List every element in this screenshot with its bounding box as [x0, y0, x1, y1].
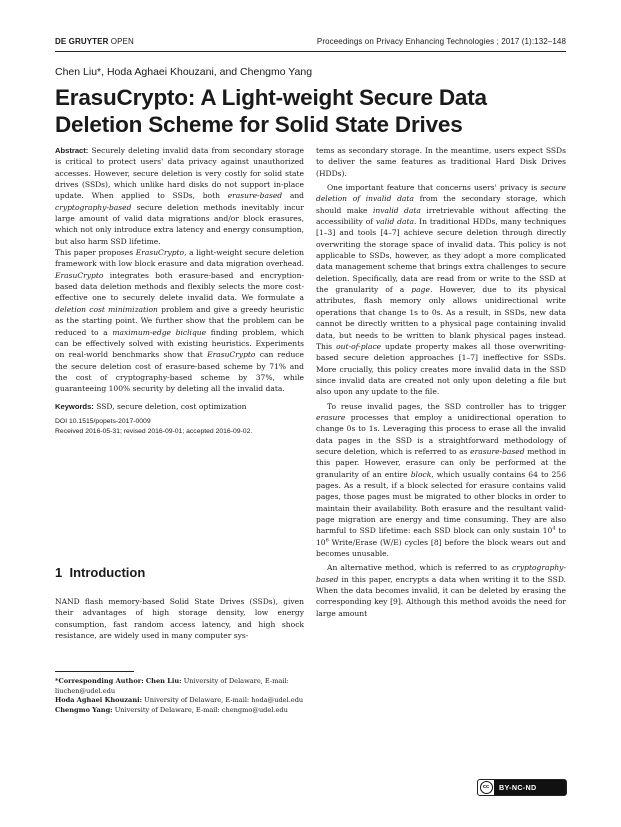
author-list: Chen Liu*, Hoda Aghaei Khouzani, and Chengmo Yang	[55, 66, 313, 78]
abstract-text: finding problem, which can be effectively solved with existing heuristics. Experiments on real-world benchmarks show that	[55, 327, 305, 360]
abstract-paragraph-2	[55, 247, 304, 394]
footnote-author: Hoda Aghaei Khouzani:	[55, 696, 143, 705]
footnote-author: *Corresponding Author: Chen Liu:	[55, 677, 182, 685]
abstract-text: can reduce the secure deletion cost of erasure-based scheme by 71% and the cost of cryptography-based scheme by 37%, while guaranteeing 100% security by deleting all the invalid data.	[55, 350, 304, 394]
body-text: irretrievable without affecting the accessibility of	[316, 205, 566, 227]
doi-line: DOI 10.1515/popets-2017-0009	[55, 417, 151, 425]
publisher-header	[55, 37, 134, 46]
body-text: , which usually contains 64 to 256 pages. As a result, if a block selected for erasure contains valid pages, those pages must be migrated to other blocks in order to maintain their availability. Both erasure and the resultant valid-page migration are energy and time consuming. They are also harmful to SSD lifetime: each SSD block can only sustain 10	[316, 469, 566, 536]
body-text: . In traditional HDDs, many techniques [1–3] and tools [4–7] achieve secure deletion through directly overwriting the storage space of invalid data. This policy is not applicable to SSDs, however, as they adopt a more complicated data management scheme that brings extra challenges to secure deletion. Specifically, data are read from or write to the SSD at the granularity of a	[316, 217, 566, 295]
exponent: 4	[552, 525, 556, 532]
body-text: To reuse invalid pages, the SSD controller has to trigger	[327, 401, 566, 411]
abstract-text: integrates both erasure-based and encryption-based data deletion methods and flexibly selects the more cost-effective one to securely delete invalid data. We formulate a	[55, 270, 304, 303]
abstract-emph: deletion cost minimization	[55, 304, 158, 314]
received-line: Received 2016-05-31; revised 2016-09-01; accepted 2016-09-02.	[55, 427, 253, 435]
abstract-text: , a light-weight secure deletion framework with low block erasure and data migration overhead.	[55, 248, 304, 269]
publisher-name: DE GRUYTER	[55, 37, 109, 46]
keywords-line	[55, 401, 304, 412]
publisher-open: OPEN	[110, 37, 134, 46]
footnote-text: University of Delaware, E-mail: hoda@udel.edu	[142, 696, 304, 705]
cc-license-badge[interactable]	[477, 779, 567, 796]
body-emph: page	[411, 285, 430, 295]
body-text: . However, due to its physical attributes, flash memory only allows unidirectional write operations that change 1s to 0s. As a result, in SSDs, new data cannot be directly written to a physical page containing invalid data, but needs to be written to blank physical pages instead. This	[316, 285, 566, 351]
body-paragraph-2	[316, 182, 566, 398]
footnote-author: Chengmo Yang:	[55, 705, 113, 714]
creative-commons-icon: cc	[480, 781, 493, 794]
keywords-text: SSD, secure deletion, cost optimization	[93, 401, 247, 411]
abstract-emph: erasure-based	[227, 191, 283, 201]
body-text: One important feature that concerns users' privacy is	[327, 183, 541, 193]
body-paragraph-1: tems as secondary storage. In the meantime, users expect SSDs to deliver the same features as traditional Hard Disk Drives (HDDs).	[316, 146, 566, 178]
body-emph: out-of-place	[336, 341, 382, 351]
abstract-text: secure deletion methods inevitably incur large amount of valid data migrations and/or block erasures, which not only introduce extra latency and energy consumption, but also harm SSD lifetime.	[55, 202, 304, 246]
abstract-emph: cryptography-based	[55, 202, 132, 212]
cc-badge-box	[478, 780, 494, 795]
abstract-label: Abstract:	[55, 146, 89, 155]
footnote-item	[55, 696, 304, 706]
body-emph: valid data	[375, 217, 414, 227]
abstract-emph: ErasuCrypto	[207, 350, 256, 360]
left-column	[55, 145, 304, 437]
exponent: 6	[325, 537, 329, 544]
intro-paragraph: NAND flash memory-based Solid State Drives (SSDs), given their advantages of high storage density, low energy consumption, fast random access latency, and high shock resistance, are widely used in many computer sys-	[55, 597, 304, 641]
abstract-text: and	[282, 191, 305, 201]
abstract-emph: ErasuCrypto	[55, 270, 104, 280]
footnote-text: University of Delaware, E-mail: liuchen@udel.edu	[55, 677, 289, 695]
section-heading	[55, 565, 145, 580]
footnote-item	[55, 706, 304, 716]
abstract-emph: ErasuCrypto	[135, 248, 185, 258]
body-text: from the secondary storage, which should make	[316, 194, 566, 215]
footnote-item	[55, 677, 304, 696]
body-emph: secure deletion of invalid data	[316, 183, 566, 204]
body-text: update property makes all those overwriting-based secure deletion approaches [1–7] ineffective for SSDs. More crucially, this policy creates more invalid data in the SSD since invalid data are created not only upon deleting a file but also upon any update to the file.	[316, 341, 566, 397]
body-text: method in this paper. However, erasure can only be performed at the granularity of an entire	[316, 446, 566, 479]
paper-title: ErasuCrypto: A Light-weight Secure Data Deletion Scheme for Solid State Drives	[55, 85, 487, 137]
journal-header: Proceedings on Privacy Enhancing Technologies ; 2017 (1):132–148	[316, 37, 566, 46]
keywords-label: Keywords:	[55, 401, 94, 411]
abstract-text: problem and give a greedy heuristic as the starting point. We further show that the problem can be reduced to a	[55, 304, 304, 337]
body-text: An alternative method, which is referred to as	[327, 563, 513, 573]
abstract-paragraph-1	[55, 145, 304, 247]
footnote-text: University of Delaware, E-mail: chengmo@udel.edu	[112, 705, 288, 714]
section-number: 1	[55, 565, 63, 580]
abstract-emph: maximum-edge biclique	[112, 327, 207, 337]
section-title: Introduction	[69, 565, 146, 580]
abstract-text: Securely deleting invalid data from secondary storage is critical to protect users' data privacy against unauthorized accesses. However, secure deletion is very costly for solid state drives (SSDs), which unlike hard disks do not support in-place update. When applied to SSDs, both	[55, 146, 304, 201]
body-emph: cryptography-based	[316, 563, 566, 584]
body-paragraph-4	[316, 562, 566, 619]
body-text: processes that employ a unidirectional operation to change 0s to 1s. Leveraging this process to erase all the invalid data pages in the SSD is a straightforward methodology of secure deletion, which is referred to as	[316, 412, 566, 456]
header-rule	[55, 51, 566, 52]
body-text: Write/Erase (W/E) cycles [8] before the block wears out and becomes unusable.	[316, 537, 566, 559]
body-paragraph-3	[316, 401, 566, 560]
license-text: BY-NC-ND	[499, 783, 537, 792]
footnotes	[55, 677, 304, 715]
body-emph: erasure-based	[470, 446, 525, 456]
footnote-rule	[55, 671, 134, 672]
body-text: in this paper, encrypts a data when writing it to the SSD. When the data becomes invalid, it can be deleted by erasing the corresponding key [9]. Although this method avoids the need for large amount	[316, 574, 566, 618]
abstract-text: This paper proposes	[55, 248, 136, 258]
right-column	[316, 145, 566, 619]
body-emph: invalid data	[372, 205, 421, 215]
body-emph: erasure	[316, 412, 346, 422]
body-emph: block	[410, 469, 432, 479]
body-text: to 10	[316, 526, 566, 547]
